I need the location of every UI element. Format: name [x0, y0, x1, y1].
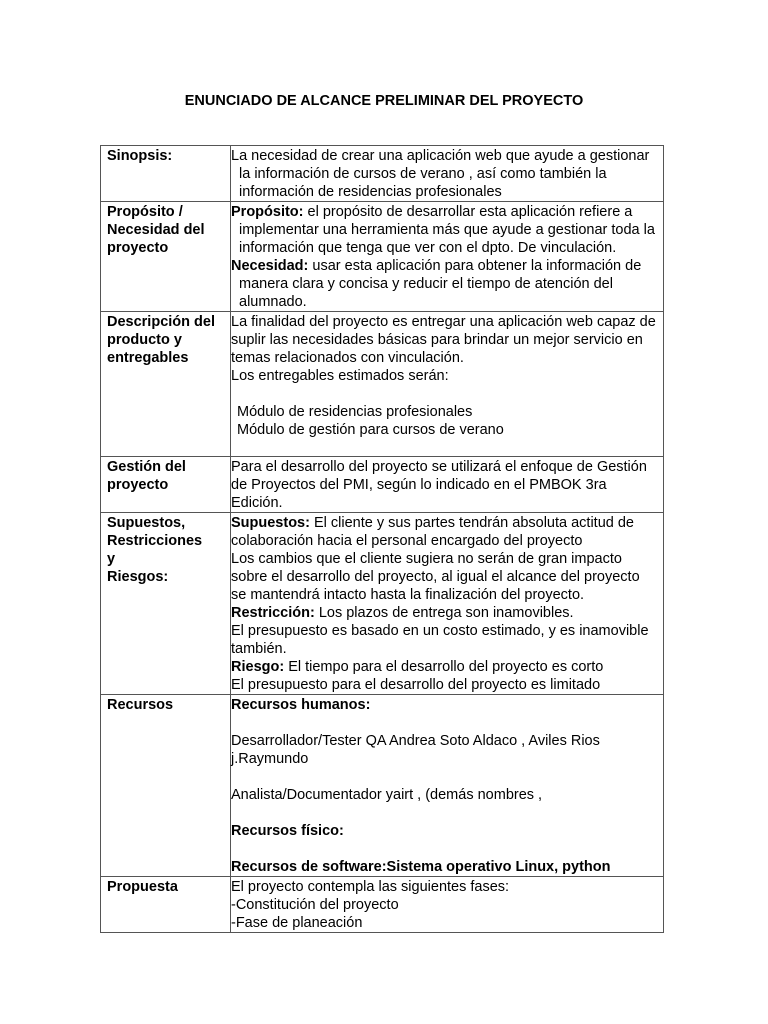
restriccion-text-2: El presupuesto es basado en un costo estimado, y es inamovible también. [231, 623, 649, 657]
proposito-label: Propósito: [231, 204, 304, 220]
sinopsis-text: La necesidad de crear una aplicación web que ayude a gestionar la información de cursos de verano , así como también la información de residencias profesionales [231, 148, 650, 200]
row-value-descripcion [231, 312, 664, 457]
list-item: Módulo de residencias profesionales [237, 404, 473, 420]
restriccion-label: Restricción: [231, 605, 315, 621]
row-value-gestion [231, 457, 664, 513]
supuestos-text-2: Los cambios que el cliente sugiera no serán de gran impacto sobre el desarrollo del proyecto, al igual el alcance del proyecto se mantendrá intacto hasta la finalización del proyecto. [231, 551, 640, 603]
desarrollador-text: Desarrollador/Tester QA Andrea Soto Aldaco , Aviles Rios j.Raymundo [231, 733, 600, 767]
list-item: -Constitución del proyecto [231, 897, 399, 913]
supuestos-text: El cliente y sus partes tendrán absoluta actitud de colaboración hacia el personal encargado del proyecto [231, 515, 634, 549]
riesgo-paragraph [231, 658, 657, 676]
label-line: Supuestos, [107, 515, 186, 531]
necesidad-paragraph [231, 257, 657, 311]
gestion-text: Para el desarrollo del proyecto se utilizará el enfoque de Gestión de Proyectos del PMI, según lo indicado en el PMBOK 3ra Edición. [231, 459, 647, 511]
table-row [101, 312, 664, 457]
row-value-sinopsis [231, 146, 664, 202]
row-label-gestion: Gestión del proyecto [101, 457, 231, 513]
propuesta-intro: El proyecto contempla las siguientes fases: [231, 879, 510, 895]
riesgo-text-2: El presupuesto para el desarrollo del proyecto es limitado [231, 677, 601, 693]
entregables-intro: Los entregables estimados serán: [231, 368, 449, 384]
row-label-recursos: Recursos [101, 695, 231, 877]
necesidad-label: Necesidad: [231, 258, 309, 274]
row-label-sinopsis: Sinopsis: [101, 146, 231, 202]
analista-text: Analista/Documentador yairt , (demás nombres , [231, 787, 543, 803]
necesidad-text: usar esta aplicación para obtener la información de manera clara y concisa y reducir el tiempo de atención del alumnado. [239, 258, 642, 310]
row-label-descripcion: Descripción del producto y entregables [101, 312, 231, 457]
row-value-proposito [231, 202, 664, 312]
scope-table [100, 145, 664, 933]
table-row [101, 513, 664, 695]
proposito-paragraph [231, 203, 657, 257]
table-row [101, 695, 664, 877]
list-item: Módulo de gestión para cursos de verano [237, 422, 504, 438]
riesgo-label: Riesgo: [231, 659, 285, 675]
label-line: Riesgos: [107, 569, 169, 585]
row-value-supuestos [231, 513, 664, 695]
recursos-humanos-label: Recursos humanos: [231, 697, 371, 713]
table-row [101, 146, 664, 202]
table-row [101, 202, 664, 312]
row-label-proposito: Propósito / Necesidad del proyecto [101, 202, 231, 312]
recursos-fisico-label: Recursos físico: [231, 823, 344, 839]
table-row [101, 877, 664, 933]
document-title: ENUNCIADO DE ALCANCE PRELIMINAR DEL PROYECTO [184, 93, 584, 109]
row-label-supuestos [101, 513, 231, 695]
label-line: y [107, 551, 116, 567]
row-label-propuesta: Propuesta [101, 877, 231, 933]
descripcion-text: La finalidad del proyecto es entregar una aplicación web capaz de suplir las necesidades básicas para brindar un mejor servicio en temas relacionados con vinculación. [231, 314, 656, 366]
recursos-software-label: Recursos de software:Sistema operativo Linux, python [231, 859, 611, 875]
list-item: -Fase de planeación [231, 915, 363, 931]
row-value-propuesta [231, 877, 664, 933]
label-line: Restricciones [107, 533, 203, 549]
supuestos-label: Supuestos: [231, 515, 310, 531]
row-value-recursos [231, 695, 664, 877]
restriccion-text: Los plazos de entrega son inamovibles. [314, 605, 574, 621]
supuestos-paragraph [231, 514, 657, 550]
riesgo-text: El tiempo para el desarrollo del proyecto es corto [284, 659, 604, 675]
proposito-text: el propósito de desarrollar esta aplicación refiere a implementar una herramienta más que ayude a gestionar toda la información que tenga que ver con el dpto. De vinculación. [239, 204, 655, 256]
table-row [101, 457, 664, 513]
restriccion-paragraph [231, 604, 657, 622]
